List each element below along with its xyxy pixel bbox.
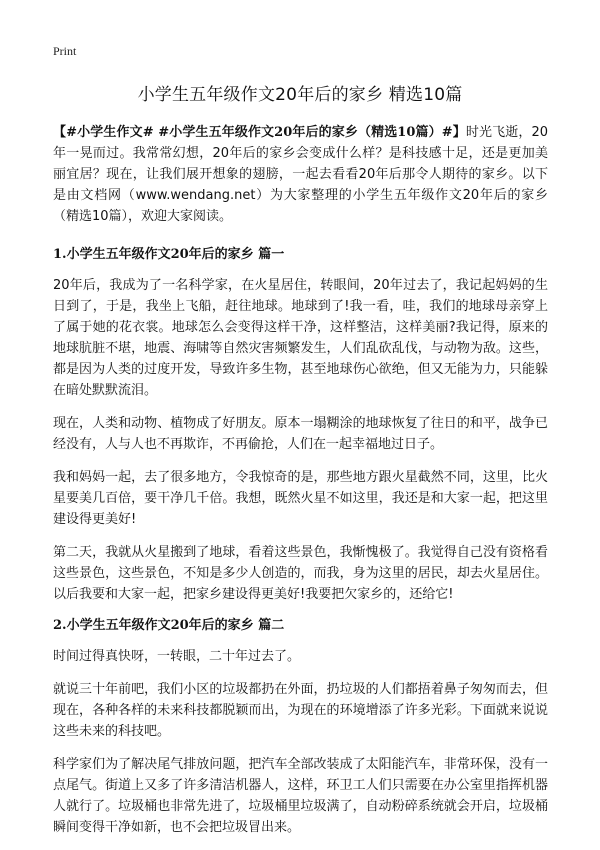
intro-tag: 【#小学生作文# #小学生五年级作文20年后的家乡（精选10篇）#】 — [53, 125, 466, 140]
intro-paragraph — [53, 122, 548, 227]
section-2-paragraph-2: 就说三十年前吧，我们小区的垃圾都扔在外面，扔垃圾的人们都捂着鼻子匆匆而去，但现在，各种各样的未来科技都脱颖而出，为现在的环境增添了许多光彩。下面就来说说这些未来的科技吧。 — [53, 682, 548, 739]
section-2-paragraph-1: 时间过得真快呀，一转眼，二十年过去了。 — [53, 649, 301, 664]
section-2-paragraph-3: 科学家们为了解决尾气排放问题，把汽车全部改装成了太阳能汽车，非常环保，没有一点尾气。街道上又多了许多清洁机器人，这样，环卫工人们只需要在办公室里指挥机器人就行了。垃圾桶也非常先进了，垃圾桶里垃圾满了，自动粉碎系统就会开启，垃圾桶瞬间变得干净如新，也不会把垃圾冒出来。 — [53, 757, 548, 835]
section-1-paragraph-2: 现在，人类和动物、植物成了好朋友。原本一塌糊涂的地球恢复了往日的和平，战争已经没有，人与人也不再欺诈，不再偷抢，人们在一起幸福地过日子。 — [53, 416, 548, 452]
section-1-paragraph-1: 20年后，我成为了一名科学家，在火星居住，转眼间，20年过去了，我记起妈妈的生日到了，于是，我坐上飞船，赶往地球。地球到了!我一看，哇，我们的地球母亲穿上了属于她的花衣裳。地球怎么会变得这样干净，这样整洁，这样美丽?我记得，原来的地球肮脏不堪，地震、海啸等自然灾害频繁发生，人们乱砍乱伐，与动物为敌。这些，都是因为人类的过度开发，导致许多生物，甚至地球伤心欲绝，但又无能为力，只能躲在暗处默默流泪。 — [53, 278, 548, 398]
section-heading-2: 2.小学生五年级作文20年后的家乡 篇二 — [53, 618, 285, 633]
section-1-paragraph-4: 第二天，我就从火星搬到了地球，看着这些景色，我惭愧极了。我觉得自己没有资格看这些景色，这些景色，不知是多少人创造的，而我，身为这里的居民，却去火星居住。以后我要和大家一起，把家乡建设得更美好!我要把欠家乡的，还给它! — [53, 545, 548, 602]
article-body — [53, 122, 548, 850]
print-link[interactable]: Print — [53, 44, 77, 58]
page-title: 小学生五年级作文20年后的家乡 精选10篇 — [137, 85, 463, 105]
section-heading-1: 1.小学生五年级作文20年后的家乡 篇一 — [53, 247, 285, 262]
section-1-paragraph-3: 我和妈妈一起，去了很多地方，令我惊奇的是，那些地方跟火星截然不同，这里，比火星要美几百倍，要干净几千倍。我想，既然火星不如这里，我还是和大家一起，把这里建设得更美好! — [53, 470, 548, 527]
intro-text: 时光飞逝，20年一晃而过。我常常幻想，20年后的家乡会变成什么样？是科技感十足，还是更加美丽宜居？现在，让我们展开想象的翅膀，一起去看看20年后那令人期待的家乡。以下是由文档网（www.wendang.net）为大家整理的小学生五年级作文20年后的家乡（精选10篇），欢迎大家阅读。 — [53, 125, 548, 224]
